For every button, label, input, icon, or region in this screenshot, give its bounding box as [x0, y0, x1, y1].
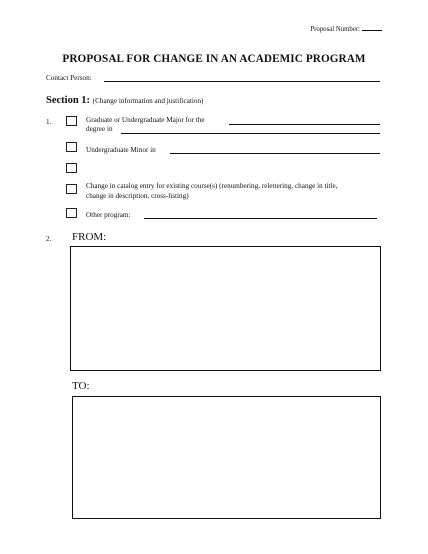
section-1-subtitle: (Change information and justification): [92, 97, 204, 105]
from-textbox[interactable]: [70, 246, 381, 371]
to-textbox[interactable]: [72, 396, 381, 519]
proposal-number: [310, 26, 382, 33]
minor-checkbox[interactable]: [66, 142, 77, 152]
contact-person-field[interactable]: [104, 81, 380, 82]
catalog-change-label-2: change in description, cross-listing): [86, 192, 189, 200]
proposal-number-label: Proposal Number:: [310, 26, 360, 33]
major-option-label-1: Graduate or Undergraduate Major for the: [86, 116, 205, 124]
section-1-heading: [46, 95, 203, 106]
other-program-label: Other program:: [86, 211, 131, 219]
from-label: FROM:: [72, 231, 107, 243]
minor-field[interactable]: [170, 153, 380, 154]
major-name-field[interactable]: [229, 124, 380, 125]
other-program-field[interactable]: [144, 218, 377, 219]
major-checkbox[interactable]: [66, 116, 77, 126]
blank-option-checkbox[interactable]: [66, 163, 77, 173]
item-1-number: 1.: [46, 118, 52, 126]
section-1-title: Section 1:: [46, 95, 91, 106]
major-degree-field[interactable]: [121, 133, 380, 134]
catalog-change-checkbox[interactable]: [66, 184, 77, 194]
catalog-change-label-1: Change in catalog entry for existing course(s) (renumbering, relettering, change in title,: [86, 182, 338, 190]
major-option-label-2: degree in: [86, 125, 113, 133]
document-title: PROPOSAL FOR CHANGE IN AN ACADEMIC PROGRAM: [62, 53, 366, 65]
item-2-number: 2.: [46, 235, 52, 243]
minor-option-label: Undergraduate Minor in: [86, 146, 156, 154]
to-label: TO:: [72, 380, 90, 392]
other-program-checkbox[interactable]: [66, 208, 77, 218]
contact-person-label: Contact Person:: [46, 74, 92, 82]
proposal-number-field[interactable]: [362, 30, 382, 31]
